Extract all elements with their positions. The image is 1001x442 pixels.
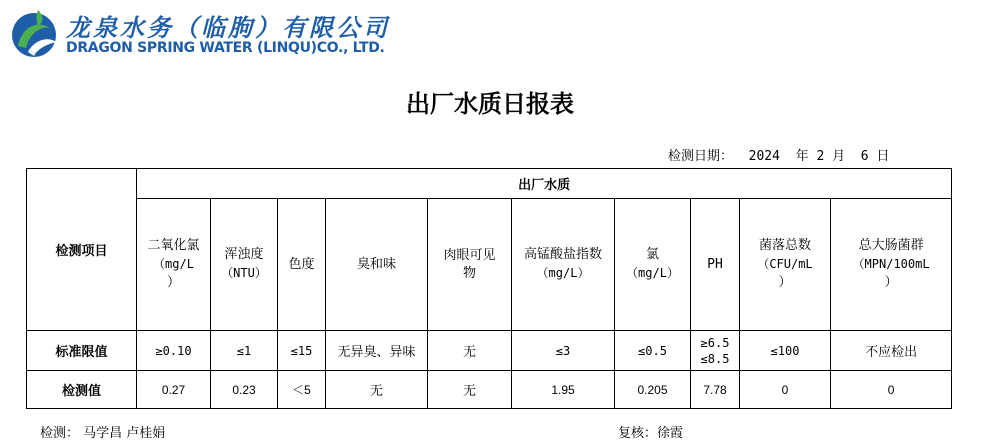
reviewer-signature: 复核：徐霞 [618, 426, 684, 441]
column-header: PH [691, 199, 740, 331]
table-cell: 0.23 [211, 371, 278, 409]
column-header: 臭和味 [326, 199, 428, 331]
table-cell: ≤100 [740, 331, 831, 371]
table-cell: 无异臭、异味 [326, 331, 428, 371]
report-title: 出厂水质日报表 [406, 89, 574, 118]
table-cell: ＜5 [278, 371, 326, 409]
column-header: 二氧化氯 （mg/L ） [137, 199, 211, 331]
table-cell: 0 [740, 371, 831, 409]
table-cell: 无 [428, 331, 512, 371]
group-header-cell: 出厂水质 [137, 169, 952, 199]
table-cell: ≤0.5 [615, 331, 691, 371]
inspection-date: 检测日期： 2024 年 2 月 6 日 [668, 149, 890, 164]
table-cell: ≤15 [278, 331, 326, 371]
table-cell: ≤3 [512, 331, 615, 371]
table-cell: 0 [831, 371, 952, 409]
column-header: 肉眼可见 物 [428, 199, 512, 331]
table-cell: ≥6.5 ≤8.5 [691, 331, 740, 371]
table-cell: 1.95 [512, 371, 615, 409]
column-header: 菌落总数 （CFU/mL ） [740, 199, 831, 331]
column-header: 氯 （mg/L） [615, 199, 691, 331]
company-name-en: DRAGON SPRING WATER (LINQU)CO., LTD. [66, 40, 385, 56]
water-drop-logo-icon [8, 6, 64, 60]
row-label-measured: 检测值 [27, 371, 137, 409]
column-header: 总大肠菌群 （MPN/100mL ） [831, 199, 952, 331]
table-cell: 无 [428, 371, 512, 409]
item-header-cell: 检测项目 [27, 169, 137, 331]
table-cell: 不应检出 [831, 331, 952, 371]
column-header: 色度 [278, 199, 326, 331]
inspector-signature: 检测： 马学昌 卢桂娟 [40, 426, 166, 441]
table-cell: ≤1 [211, 331, 278, 371]
company-name-cn: 龙泉水务（临朐）有限公司 [66, 13, 390, 42]
table-cell: ≥0.10 [137, 331, 211, 371]
row-label-standard: 标准限值 [27, 331, 137, 371]
water-quality-table [26, 168, 952, 409]
column-header: 高锰酸盐指数 （mg/L） [512, 199, 615, 331]
table-cell: 0.205 [615, 371, 691, 409]
column-header: 浑浊度 （NTU） [211, 199, 278, 331]
table-cell: 7.78 [691, 371, 740, 409]
table-cell: 0.27 [137, 371, 211, 409]
table-cell: 无 [326, 371, 428, 409]
